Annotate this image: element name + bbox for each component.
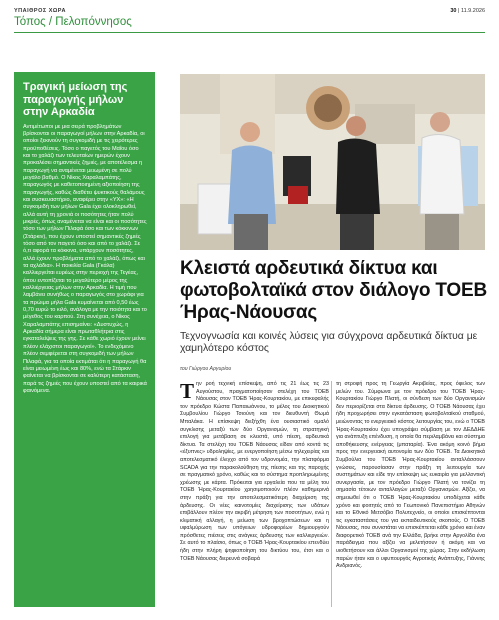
article-column-2: [336, 381, 485, 571]
drop-cap: Τ: [180, 379, 195, 403]
page-number: 30: [450, 8, 457, 14]
article-column-1: [180, 381, 329, 563]
sidebar-box: [14, 72, 155, 607]
article-subheadline: Τεχνογνωσία και κοινές λύσεις για σύγχρονα αρδευτικά δίκτυα με χαμηλότερο κόστος: [180, 331, 478, 354]
page-info: [450, 8, 485, 14]
sidebar-body: Αντιμέτωποι με μια σειρά προβλημάτων βρίσκονται οι παραγωγοί μήλων στην Αρκαδία, οι οποίοι ξεκινούν τη συγκομιδή με τις χειρότερες προϋποθέσεις. Τόσο ο παγετός του Μαΐου όσο και το χαλάζι των τελευταίων ημερών έχουν προκαλέσει σημαντικές ζημιές, με αποτέλεσμα η παραγωγή να αναμένεται μειωμένη σε πολύ μεγάλο βαθμό. Ο Νίκος Χαραλαμπάτης, παραγωγός με καθετοποιημένη αξιοποίηση της παραγωγής, καθώς διαθέτει ψυκτικούς θαλάμους και συσκευαστήριο, αναφέρει στην «ΥΧ»: «Η συγκομιδή των μήλων Gala έχει ολοκληρωθεί, αλλά αυτή τη χρονιά οι ποσότητες ήταν πολύ μικρές, όπως αναμένεται να είναι και οι ποσότητες τόσο των μήλων Πιλαφά όσο και των κόκκινων (Στάρκιν), που έχουν υποστεί σημαντικές ζημιές τόσο από τον παγετό όσο και από το χαλάζι. Σε ό,τι αφορά τα κόκκινα, υπάρχουν ποσότητες, αλλά έχουν προβλήματα από το χαλάζι, όπως και τα αχλάδια». Η ποικιλία Gala (Γκάλα) καλλιεργείται ευρέως στην περιοχή της Τεγέας, όπου εντοπίζεται το μεγαλύτερο μέρος της καλλιέργειας μήλων στην Αρκαδία. Η τιμή που λαμβάνει συνήθως ο παραγωγός στο χωράφι για τα πρώιμα μήλα Gala κυμαίνεται από 0,50 έως 0,70 ευρώ το κιλό, ανάλογα με την ποιότητα και το μέγεθος του καρπού. Στη συνέχεια, ο Νίκος Χαραλαμπάτης επισημαίνει: «Δυστυχώς, η Αρκαδία σήμερα είναι πρωταθλήτρια στις εγκαταλείψεις της γης. Σε κάθε χωριό έχουν μείνει πλέον ελάχιστοι παραγωγοί». Το ενδεχόμενο πλέον σεμφέρεται στη συγκομιδή των μήλων Πιλαφά, για τα οποία εκτιμάται ότι η παραγωγή θα είναι μειωμένη έως και 80%, ενώ τα Στάρκιν φαίνεται να βρίσκονται σε καλύτερη κατάσταση, παρά τις ζημιές που έχουν υποστεί από τα καιρικά φαινόμενα.: [23, 123, 147, 394]
article-headline: Κλειστά αρδευτικά δίκτυα και φωτοβολταϊκά στον διάλογο ΤΟΕΒ Ήρας-Νάουσας: [180, 258, 487, 323]
article-column-1-text: ην ροή τεχνική επίσκεψη, από τις 21 έως τις 23 Αυγούστου, πραγματοποίησαν στελέχη του ΤΟΕΒ Νάουσας στον ΤΟΕΒ Ήρας-Κουρτακίου, με επικεφαλής τον πρόεδρο Κώστα Παπαιωάννου, το μέλος του Διοικητικού Συμβουλίου Γιώργο Τσιούνη και τον διευθυντή Θωμά Μπαλάκα. Η επίσκεψη διεξήχθη ένα ουσιαστικό ομαλό συγκλισης μεταξύ των δύο Οργανισμών, τη στρατηγική επιλογή για μετάβαση σε κλειστά, υπό πίεση, αρδευτικά δίκτυα. Τα στελέχη του ΤΟΕΒ Νάουσας είδαν από κοντά τις «έξυπνες» υδροληψίες, με ενεργοποίηση μέσω τηλεχειρίας και αποτελεσματικό έλεγχο από τον υδρονομέα, την πλατφόρμα SCADA για την παρακολούθηση της πίεσης και της παροχής σε πραγματικό χρόνο, καθώς και το σύστημα προπληρωμένης χρέωσης με κάρτα. Πρόκειται για εργαλεία που τα μέλη του ΤΟΕΒ Ήρας-Κουρτακίου χρησιμοποιούν πλέον καθημερινά στην πράξη για την αποτελεσματικότερη διαχείριση της άρδευσης. Οι νέες καινοτομίες διαχείρισης των υδάτων επιβάλλουν πλέον την ακριβή μέτρηση των ποσοτήτων, ενώ η κλιματική αλλαγή, η μείωση των βροχοπτώσεων και η υφαλμύρωση των υπόγειων υδροφορέων δημιουργούν πρόσθετες πιέσεις στις ανάγκες άρδευσης των καλλιεργειών. Σε αυτό το πλαίσιο, όπως ο ΤΟΕΒ Ήρας-Κουρτακίου επενδύει ήδη στην πλήρη ψηφιοποίηση του δικτύου του, έτσι και ο ΤΟΕΒ Νάουσας διερευνά σοβαρά: [180, 381, 329, 562]
article-column-2-text: τη στροφή προς τη Γεωργία Ακριβείας, προς όφελος των μελών του. Σύμφωνα με τον πρόεδρο του ΤΟΕΒ Ήρας-Κουρτακίου Γιώργο Πλατή, οι σύνδεση των δύο Οργανισμών δεν περιορίζεται στα δίκτυα άρδευσης. Ο ΤΟΕΒ Νάουσας έχει ήδη προχωρήσει στην εγκατάσταση φωτοβολταϊκού σταθμού, μειώνοντας το ενεργειακό κόστος λειτουργίας του, ενώ ο ΤΟΕΒ Ήρας-Κουρτακίου έχει υπογράψει σύμβαση με τον ΔΕΔΔΗΕ για ανάπτυξη επένδυση, η οποία θα περιλαμβάνει και σύστημα αποθήκευσης ενέργειας (μπαταρία). Ένα ακόμη κοινό βήμα προς την ενεργειακή αυτονομία των δύο ΤΟΕΒ. Τα Διοικητικά Συμβούλια του ΤΟΕΒ Ήρας-Κουρτακίου ανταλλάσσουν γνώσεις, παρουσίασαν στην πράξη τη λειτουργία των συστημάτων και είδε την επίσκεψη ως ευκαιρία για μελλοντική συνεργασία, με τον πρόεδρο Γιώργο Πλατή να τονίζει τη σημασία τέτοιων ανταλλαγών μεταξύ Οργανισμών. Αξίζει, να σημειωθεί ότι ο ΤΟΕΒ Ήρας-Κουρτακίου υποδέχεται κάθε χρόνο και φοιτητές από το Γεωπονικό Πανεπιστήμιο Αθηνών και το Εθνικό Μετσόβιο Πολυτεχνείο, οι οποίοι επισκέπτονται τις εγκαταστάσεις του για εκπαιδευτικούς σκοπούς. Ο ΤΟΕΒ Νάουσας, που συνιστάται να επισκέπτεται κάθε χρόνο και έναν διαφορετικό ΤΟΕΒ ανά την Ελλάδα, βρήκε στην Αργολίδα ένα παράδειγμα που αξίζει να μελετήσουν ή ακόμη και να υιοθετήσουν και άλλοι Οργανισμοί της χώρας. Στην εκδήλωση παρών ήταν και ο υφυπουργός Αγροτικής Ανάπτυξης, Γιάννης Ανδριανός.: [336, 381, 485, 570]
column-divider: [331, 381, 332, 607]
newspaper-section-label: ΥΠΑΙΘΡΟΣ ΧΩΡΑ: [14, 8, 67, 14]
section-title: Τόπος / Πελοπόννησος: [14, 16, 132, 28]
article-photo: [180, 74, 485, 250]
separator: |: [457, 8, 460, 14]
section-rule: [14, 32, 485, 33]
issue-date: 11.9.2026: [460, 8, 485, 14]
sidebar-title: Τραγική μείωση της παραγωγής μήλων στην Αρκαδία: [23, 81, 128, 118]
article-byline: του Γιώργου Αργυρίου: [180, 366, 232, 372]
